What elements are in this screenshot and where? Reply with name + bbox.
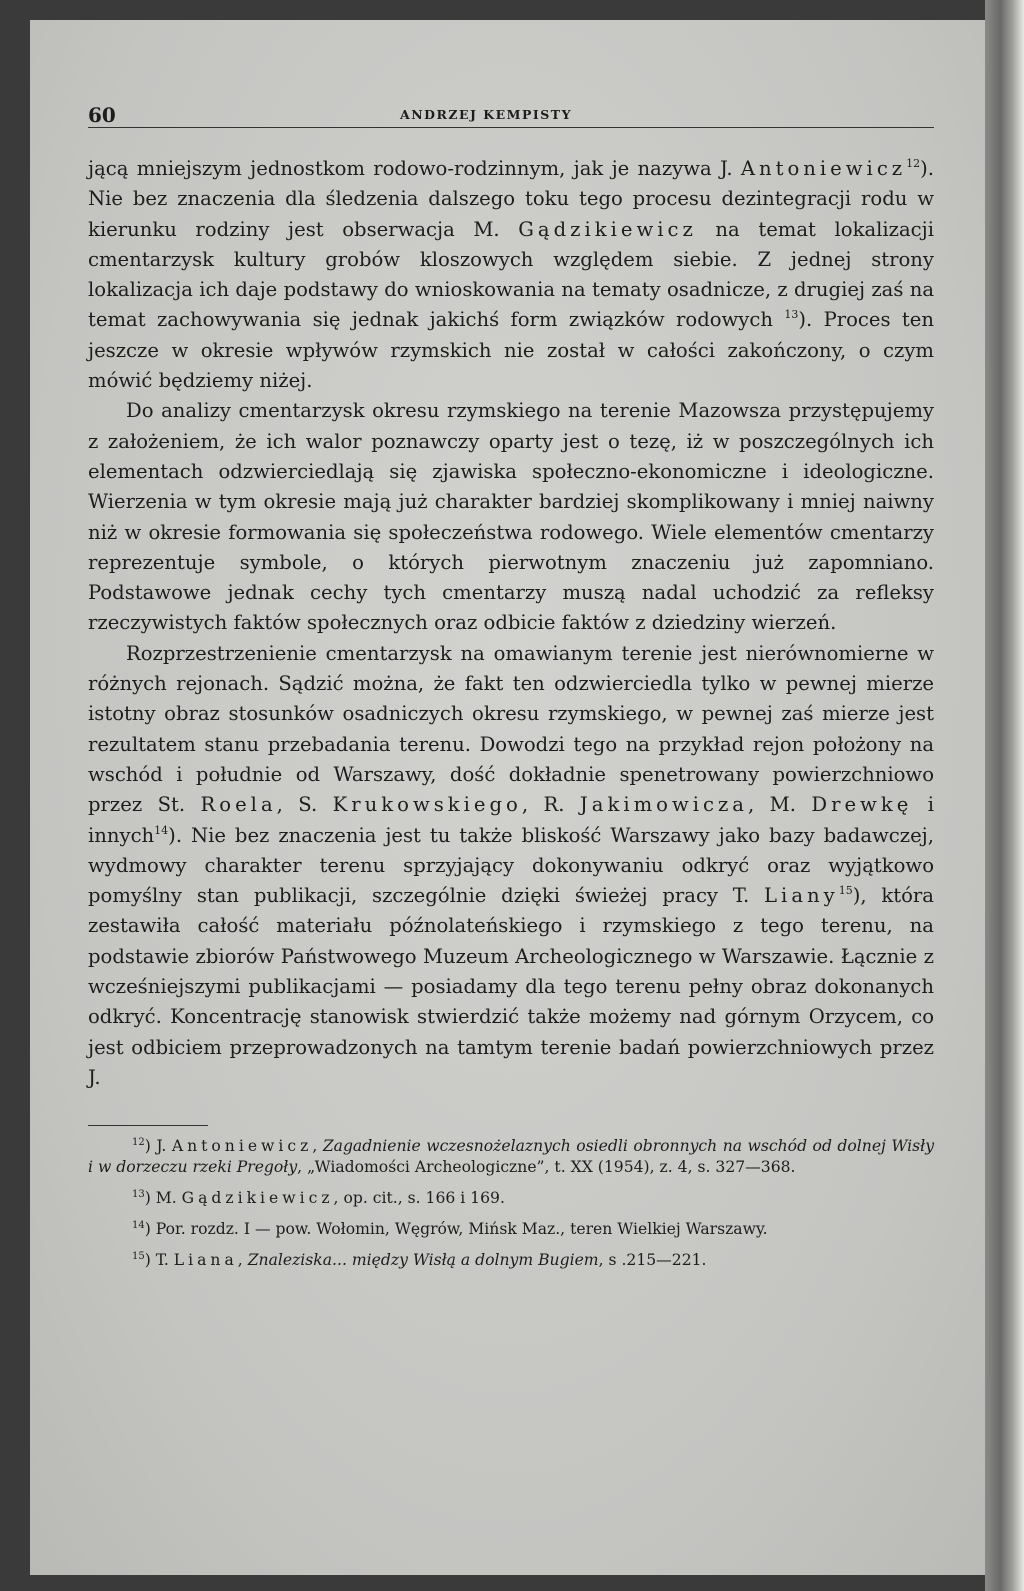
author-name: Roela — [200, 793, 277, 817]
text-run: i innych — [88, 793, 934, 847]
text-run: , M. — [748, 793, 812, 817]
footnote-ref: 13 — [784, 308, 799, 322]
footnote-ref: 12 — [906, 157, 921, 170]
footnote-ref: 12 — [132, 1137, 145, 1149]
author-name: Liany — [764, 884, 839, 908]
page-edge-shadow — [985, 0, 1024, 1591]
text-run: ), która zestawiła całość materiału późnolateńskiego i rzymskiego z tego terenu, na podstawie zbiorów Państwowego Muzeum Archeologicznego w Warszawie. Łącznie z wcześniejszymi publikacjami — posiadamy dla tego terenu pełny obraz dokonanych odkryć. Koncentrację stanowisk stwierdzić także możemy nad górnym Orzycem, co jest odbiciem przeprowadzonych na tamtym terenie badań powierzchniowych przez J. — [88, 884, 934, 1089]
author-name: Jakimowicza — [579, 793, 748, 817]
text-run: ) J. — [144, 1137, 172, 1156]
author-name: Krukowskiego — [332, 793, 522, 817]
footnote-ref: 13 — [132, 1189, 145, 1201]
work-title: Znaleziska... między Wisłą a dolnym Bugiem — [247, 1251, 599, 1270]
text-run: ). Nie bez znaczenia dla śledzenia dalszego toku tego procesu dezintegracji rodu w kierunku rodziny jest obserwacja M. — [88, 157, 934, 241]
paragraph — [88, 639, 934, 1093]
page-number: 60 — [88, 103, 116, 127]
footnote — [88, 1250, 934, 1271]
text-run: jącą mniejszym jednostkom rodowo-rodzinnym, jak je nazywa J. — [88, 157, 741, 180]
text-run: , op. cit., s. 166 i 169. — [333, 1189, 505, 1208]
text-run: ). Proces ten jeszcze w okresie wpływów rzymskich nie został w całości zakończony, o czym mówić będziemy niżej. — [88, 308, 934, 393]
text-run: ) M. — [144, 1189, 182, 1208]
author-name: Gądzikiewicz — [181, 1189, 334, 1208]
footnote — [88, 1188, 934, 1209]
author-name: Antoniewicz — [740, 157, 907, 180]
footnote-ref: 15 — [838, 884, 853, 898]
page-header — [88, 95, 934, 128]
text-run: , — [312, 1137, 323, 1156]
paragraph — [88, 396, 934, 638]
page-content — [88, 95, 934, 1281]
footnote-ref: 15 — [132, 1251, 145, 1263]
footnote-rule — [88, 1125, 208, 1126]
footnote-ref: 14 — [132, 1220, 145, 1232]
text-run: ) Por. rozdz. I — pow. Wołomin, Węgrów, Mińsk Maz., teren Wielkiej Warszawy. — [144, 1220, 768, 1239]
footnote — [88, 1136, 934, 1178]
text-run: Do analizy cmentarzysk okresu rzymskiego na terenie Mazowsza przystępujemy z założeniem, że ich walor poznawczy oparty jest o tezę, iż w poszczególnych ich elementach odzwierciedlają się zjawiska społeczno-ekonomiczne i ideologiczne. Wierzenia w tym okresie mają już charakter bardziej skomplikowany i mniej naiwny niż w okresie formowania się społeczeństwa rodowego. Wiele elementów cmentarzy reprezentuje symbole, o których pierwotnym znaczeniu już zapomniano. Podstawowe jednak cechy tych cmentarzy muszą nadal uchodzić za refleksy rzeczywistych faktów społecznych oraz odbicie faktów z dziedziny wierzeń. — [88, 399, 934, 635]
text-run: , S. — [276, 793, 333, 817]
text-run: ). Nie bez znaczenia jest tu także bliskość Warszawy jako bazy badawczej, wydmowy charakter terenu sprzyjający dokonywaniu odkryć oraz wyjątkowo pomyślny stan publikacji, szczególnie dzięki świeżej pracy T. — [88, 823, 934, 908]
text-run: na temat lokalizacji cmentarzysk kultury grobów kloszowych względem siebie. Z jednej strony lokalizacja ich daje podstawy do wnioskowania na tematy osadnicze, z drugiej zaś na temat zachowywania się jednak jakichś form związków rodowych — [88, 217, 934, 332]
footnote — [88, 1219, 934, 1240]
text-run: Rozprzestrzenienie cmentarzysk na omawianym terenie jest nierównomierne w różnych rejonach. Sądzić można, że fakt ten odzwierciedla tylko w pewnej mierze istotny obraz stosunków osadniczych okresu rzymskiego, w pewnej zaś mierze jest rezultatem stanu przebadania terenu. Dowodzi tego na przykład rejon położony na wschód i południe od Warszawy, dość dokładnie spenetrowany powierzchniowo przez St. — [88, 641, 934, 817]
author-name: Liana — [173, 1251, 238, 1270]
author-name: Drewkę — [811, 793, 913, 817]
author-name: Gądzikiewicz — [518, 217, 697, 241]
body-text — [88, 154, 934, 1093]
footnotes — [88, 1136, 934, 1271]
footnote-ref: 14 — [154, 823, 169, 837]
text-run: ) T. — [144, 1251, 174, 1270]
paragraph — [88, 154, 934, 396]
running-head: ANDRZEJ KEMPISTY — [400, 107, 572, 122]
text-run: , „Wiadomości Archeologiczne”, t. XX (1954), z. 4, s. 327—368. — [297, 1158, 796, 1177]
text-run: , R. — [521, 793, 580, 817]
work-title: Zagadnienie wczesnożelaznych osiedli obronnych na wschód od dolnej Wisły i w dorzeczu rzeki Pregoły — [88, 1137, 934, 1177]
author-name: Antoniewicz — [171, 1137, 313, 1156]
text-run: , — [237, 1251, 248, 1270]
text-run: , s .215—221. — [598, 1251, 707, 1270]
